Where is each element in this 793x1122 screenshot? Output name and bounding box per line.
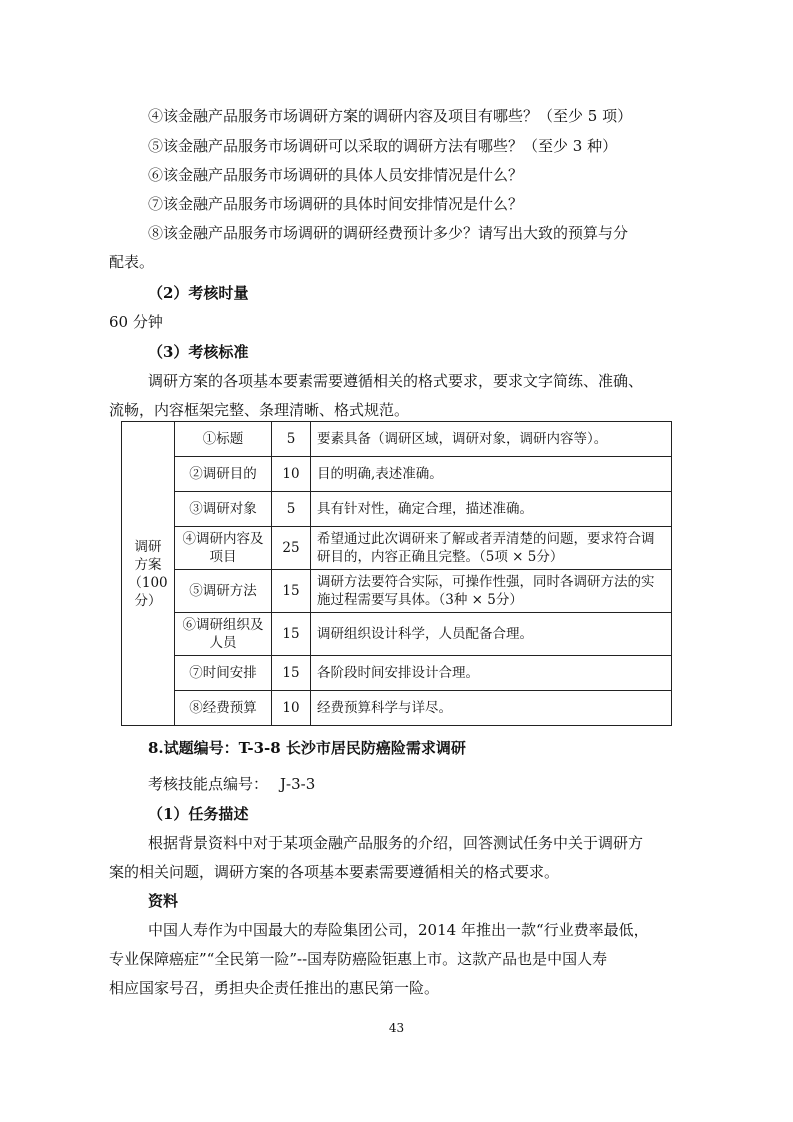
item-cell: ③调研对象 xyxy=(175,492,272,527)
question-8: ⑧该金融产品服务市场调研的调研经费预计多少？请写出大致的预算与分 xyxy=(148,224,629,242)
question-5: ⑤该金融产品服务市场调研可以采取的调研方法有哪些？（至少 3 种） xyxy=(148,137,618,155)
criteria-cell: 具有针对性，确定合理，描述准确。 xyxy=(311,492,672,527)
item-cell: ⑦时间安排 xyxy=(175,656,272,691)
item-cell: ④调研内容及项目 xyxy=(175,527,272,570)
standard-paragraph-line2: 流畅，内容框架完整、条理清晰、格式规范。 xyxy=(109,401,410,419)
score-cell: 15 xyxy=(272,613,311,656)
material-line2: 专业保障癌症”“全民第一险”--国寿防癌险钜惠上市。这款产品也是中国人寿 xyxy=(109,950,608,968)
score-cell: 10 xyxy=(272,457,311,492)
table-row xyxy=(122,527,672,570)
skill-code-value: J-3-3 xyxy=(280,775,316,793)
table-row xyxy=(122,570,672,613)
scoring-table xyxy=(121,421,672,726)
question-8-title: 8.试题编号：T-3-8 长沙市居民防癌险需求调研 xyxy=(148,739,466,757)
table-row xyxy=(122,457,672,492)
item-cell: ①标题 xyxy=(175,422,272,457)
item-cell: ②调研目的 xyxy=(175,457,272,492)
question-7: ⑦该金融产品服务市场调研的具体时间安排情况是什么？ xyxy=(148,195,524,213)
time-value: 60 分钟 xyxy=(109,313,163,331)
score-cell: 15 xyxy=(272,570,311,613)
question-6: ⑥该金融产品服务市场调研的具体人员安排情况是什么？ xyxy=(148,166,524,184)
task-line1: 根据背景资料中对于某项金融产品服务的介绍，回答测试任务中关于调研方 xyxy=(148,834,644,852)
score-cell: 10 xyxy=(272,691,311,726)
question-8-continued: 配表。 xyxy=(109,253,155,271)
table-row xyxy=(122,422,672,457)
category-cell: 调研方案（100分） xyxy=(122,422,175,726)
criteria-cell: 调研方法要符合实际，可操作性强，同时各调研方法的实施过程需要写具体。（3种 × 5分） xyxy=(311,570,672,613)
criteria-cell: 各阶段时间安排设计合理。 xyxy=(311,656,672,691)
criteria-cell: 希望通过此次调研来了解或者弄清楚的问题，要求符合调研目的，内容正确且完整。（5项 × 5分） xyxy=(311,527,672,570)
score-cell: 25 xyxy=(272,527,311,570)
skill-code-line xyxy=(148,773,315,794)
score-cell: 5 xyxy=(272,492,311,527)
skill-code-label: 考核技能点编号： xyxy=(148,775,269,793)
material-heading: 资料 xyxy=(148,892,179,910)
question-4: ④该金融产品服务市场调研方案的调研内容及项目有哪些？（至少 5 项） xyxy=(148,107,633,125)
task-line2: 案的相关问题，调研方案的各项基本要素需要遵循相关的格式要求。 xyxy=(109,863,560,881)
table-row xyxy=(122,691,672,726)
table-row xyxy=(122,492,672,527)
page-number: 43 xyxy=(388,1021,405,1035)
table-row xyxy=(122,656,672,691)
criteria-cell: 经费预算科学与详尽。 xyxy=(311,691,672,726)
score-cell: 5 xyxy=(272,422,311,457)
item-cell: ⑧经费预算 xyxy=(175,691,272,726)
standard-heading: （3）考核标准 xyxy=(148,343,249,361)
criteria-cell: 调研组织设计科学，人员配备合理。 xyxy=(311,613,672,656)
material-line1: 中国人寿作为中国最大的寿险集团公司，2014 年推出一款“行业费率最低， xyxy=(148,921,649,939)
task-heading: （1）任务描述 xyxy=(148,805,249,823)
item-cell: ⑥调研组织及人员 xyxy=(175,613,272,656)
item-cell: ⑤调研方法 xyxy=(175,570,272,613)
material-line3: 相应国家号召，勇担央企责任推出的惠民第一险。 xyxy=(109,979,440,997)
table-row xyxy=(122,613,672,656)
score-cell: 15 xyxy=(272,656,311,691)
criteria-cell: 目的明确,表述准确。 xyxy=(311,457,672,492)
criteria-cell: 要素具备（调研区域，调研对象，调研内容等）。 xyxy=(311,422,672,457)
time-heading: （2）考核时量 xyxy=(148,284,249,302)
standard-paragraph-line1: 调研方案的各项基本要素需要遵循相关的格式要求，要求文字简练、准确、 xyxy=(148,372,644,390)
